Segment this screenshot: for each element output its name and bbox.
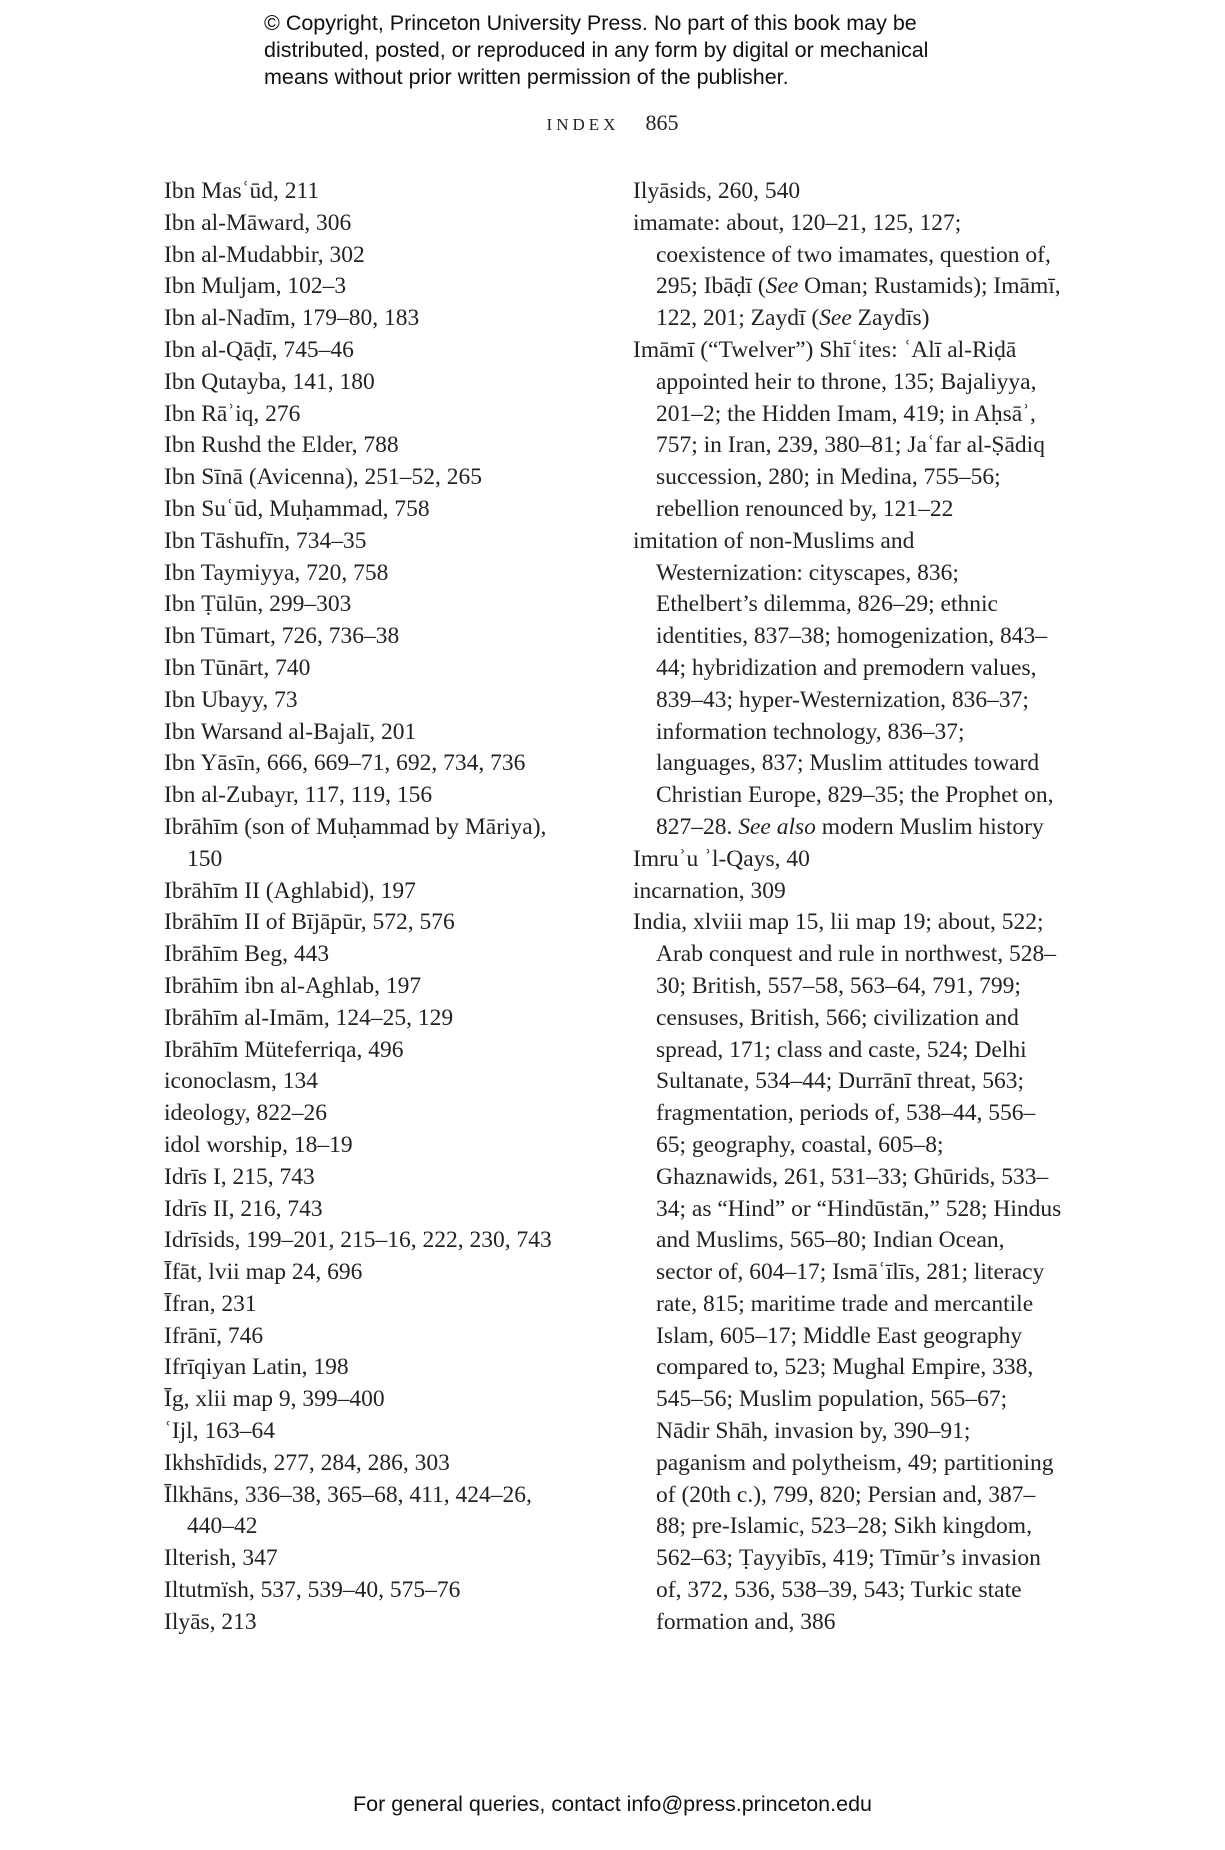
index-entry: Idrīs II, 216, 743	[164, 1195, 323, 1222]
index-entry: idol worship, 18–19	[164, 1131, 353, 1158]
index-entry: Ibrāhīm al-Imām, 124–25, 129	[164, 1004, 454, 1031]
index-entry: Īfran, 231	[164, 1290, 257, 1317]
index-entry: Ibrāhīm Beg, 443	[164, 941, 330, 968]
index-entry: Ibrāhīm Müteferriqa, 496	[164, 1036, 404, 1063]
index-entry: Ibrāhīm II (Aghlabid), 197	[164, 877, 416, 904]
index-entry: Ibn Tāshufīn, 734–35	[164, 527, 367, 554]
index-entry: incarnation, 309	[633, 877, 786, 904]
copyright-line: means without prior written permission of the publisher.	[264, 65, 789, 89]
index-entry: Ibn Rāʾiq, 276	[164, 400, 301, 427]
index-entry: Ibn Masʿūd, 211	[164, 178, 320, 204]
index-entry: Ikhshīdids, 277, 284, 286, 303	[164, 1449, 450, 1476]
index-column-left	[164, 176, 564, 1639]
index-entry: Ibn Tūnārt, 740	[164, 654, 311, 681]
index-column-right	[633, 176, 1063, 1639]
index-entry: Ibn Tūmart, 726, 736–38	[164, 623, 400, 650]
index-entry: Ibn Ubayy, 73	[164, 686, 298, 713]
index-entry: Ibn al-Zubayr, 117, 119, 156	[164, 782, 433, 809]
index-entry: Ibrāhīm (son of Muḥammad by Māriya), 150	[164, 813, 547, 872]
index-entry: Ibn Suʿūd, Muḥammad, 758	[164, 495, 430, 522]
index-entry: Ibn Muljam, 102–3	[164, 273, 347, 300]
index-entry: Ibn Sīnā (Avicenna), 251–52, 265	[164, 464, 483, 491]
index-entry: Ibn al-Nadīm, 179–80, 183	[164, 305, 420, 332]
index-entry: Iltutmïsh, 537, 539–40, 575–76	[164, 1577, 461, 1604]
index-entry: Ibn Taymiyya, 720, 758	[164, 559, 389, 586]
index-entry: Ilyās, 213	[164, 1608, 257, 1635]
index-entry: Imāmī (“Twelver”) Shīʿites: ʿAlī al-Riḍā appointed heir to throne, 135; Bajaliyya, 201–2; the Hidden Imam, 419; in Aḥsāʾ, 757; in Iran, 239, 380–81; Jaʿfar al-Ṣādiq succession, 280; in Medina, 755–56; rebellion renounced by, 121–22	[633, 336, 1045, 522]
index-entry: Ibn al-Mudabbir, 302	[164, 241, 365, 268]
index-entry: Ifrīqiyan Latin, 198	[164, 1354, 349, 1381]
index-entry: imitation of non-Muslims and Westernization: cityscapes, 836; Ethelbert’s dilemma, 826–29; ethnic identities, 837–38; homogenization, 843–44; hybridization and premodern values, 839–43; hyper-Westernization, 836–37; information technology, 836–37; languages, 837; Muslim attitudes toward Christian Europe, 829–35; the Prophet on, 827–28. See also modern Muslim history	[633, 527, 1054, 840]
copyright-line: distributed, posted, or reproduced in any form by digital or mechanical	[264, 38, 929, 62]
copyright-notice	[264, 10, 1024, 91]
index-entry: Ibn Qutayba, 141, 180	[164, 368, 375, 395]
index-entry: Ibn Warsand al-Bajalī, 201	[164, 718, 417, 745]
index-entry: imamate: about, 120–21, 125, 127; coexistence of two imamates, question of, 295; Ibāḍī (See Oman; Rustamids); Imāmī, 122, 201; Zaydī (See Zaydīs)	[633, 209, 1061, 332]
index-entry: Ilterish, 347	[164, 1545, 278, 1572]
index-entry: Ibn al-Māward, 306	[164, 209, 352, 236]
index-entry: Imruʾu ʾl-Qays, 40	[633, 845, 810, 872]
section-title: INDEX	[546, 115, 620, 134]
copyright-line: © Copyright, Princeton University Press. No part of this book may be	[264, 11, 917, 35]
index-entry: Ibrāhīm II of Bījāpūr, 572, 576	[164, 909, 455, 936]
index-entry: ʿIjl, 163–64	[164, 1418, 275, 1445]
index-entry: Ifrānī, 746	[164, 1322, 264, 1349]
index-entry: Idrīs I, 215, 743	[164, 1163, 315, 1190]
index-entry: Ibrāhīm ibn al-Aghlab, 197	[164, 972, 422, 999]
index-entry: Īlkhāns, 336–38, 365–68, 411, 424–26, 440–42	[164, 1481, 532, 1540]
page-number: 865	[645, 110, 679, 135]
index-entry: iconoclasm, 134	[164, 1068, 319, 1095]
index-entry: Īg, xlii map 9, 399–400	[164, 1386, 385, 1413]
index-entry: India, xlviii map 15, lii map 19; about, 522; Arab conquest and rule in northwest, 528–30; British, 557–58, 563–64, 791, 799; censuses, British, 566; civilization and spread, 171; class and caste, 524; Delhi Sultanate, 534–44; Durrānī threat, 563; fragmentation, periods of, 538–44, 556–65; geography, coastal, 605–8; Ghaznawids, 261, 531–33; Ghūrids, 533–34; as “Hind” or “Hindūstān,” 528; Hindus and Muslims, 565–80; Indian Ocean, sector of, 604–17; Ismāʿīlīs, 281; literacy rate, 815; maritime trade and mercantile Islam, 605–17; Middle East geography compared to, 523; Mughal Empire, 338, 545–56; Muslim population, 565–67; Nādir Shāh, invasion by, 390–91; paganism and polytheism, 49; partitioning of (20th c.), 799, 820; Persian and, 387–88; pre-Islamic, 523–28; Sikh kingdom, 562–63; Ṭayyibīs, 419; Tīmūr’s invasion of, 372, 536, 538–39, 543; Turkic state formation and, 386	[633, 909, 1062, 1635]
footer-contact: For general queries, contact info@press.princeton.edu	[352, 1792, 872, 1816]
index-entry: Idrīsids, 199–201, 215–16, 222, 230, 743	[164, 1227, 552, 1254]
index-entry: Ilyāsids, 260, 540	[633, 178, 801, 204]
index-entry: Īfāt, lvii map 24, 696	[164, 1259, 363, 1286]
index-entry: Ibn Rushd the Elder, 788	[164, 432, 399, 459]
index-entry: ideology, 822–26	[164, 1100, 327, 1127]
index-entry: Ibn Ṭūlūn, 299–303	[164, 591, 352, 618]
index-entry: Ibn al-Qāḍī, 745–46	[164, 336, 354, 363]
running-head	[0, 110, 1225, 136]
index-entry: Ibn Yāsīn, 666, 669–71, 692, 734, 736	[164, 750, 526, 777]
